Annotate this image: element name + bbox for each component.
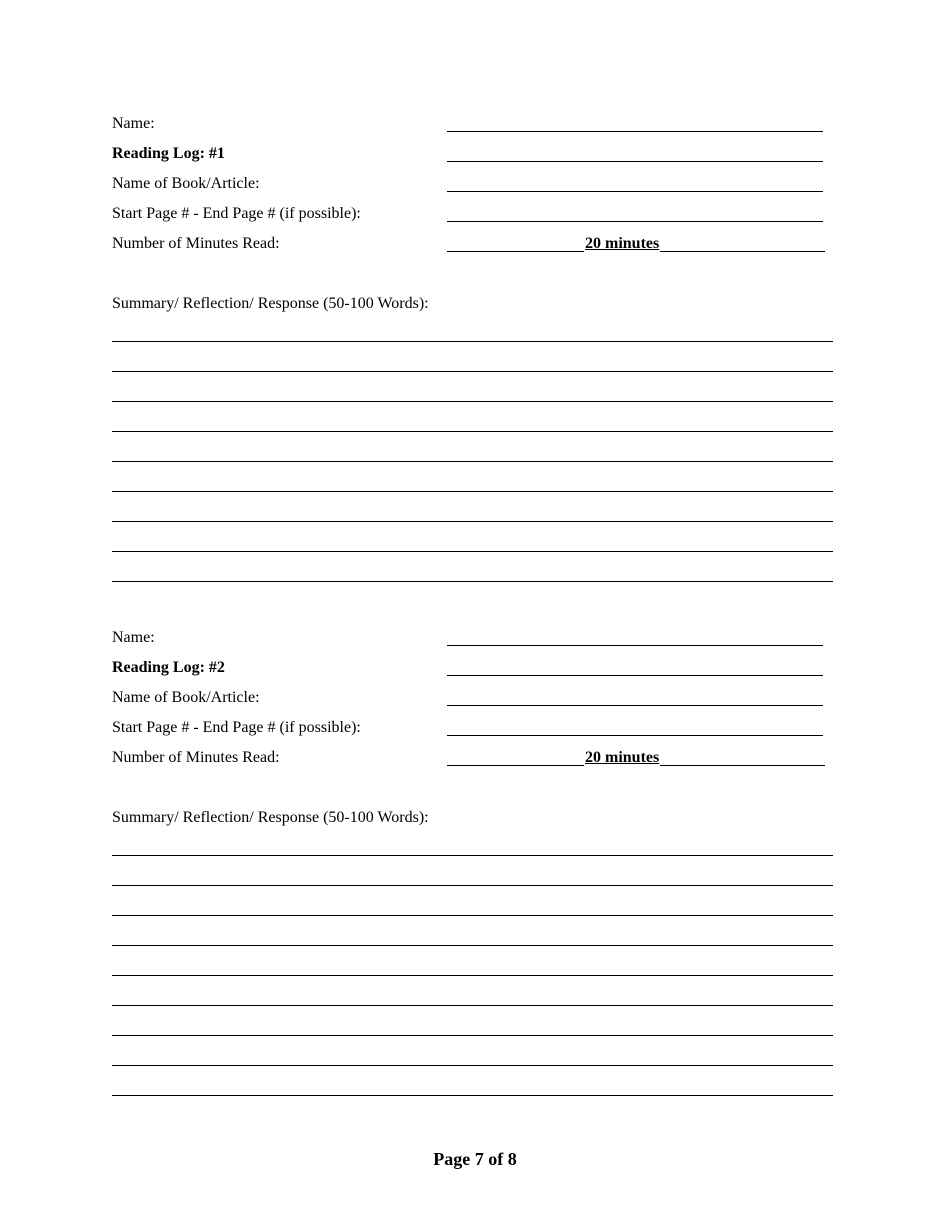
name-label: Name: [112,629,155,646]
summary-writing-area[interactable] [112,855,833,1096]
minutes-label: Number of Minutes Read: [112,749,280,766]
minutes-value: 20 minutes [585,749,660,766]
writing-line[interactable] [112,976,833,1006]
log-title-row [112,142,834,172]
writing-line[interactable] [112,1066,833,1096]
book-row [112,686,834,716]
writing-line[interactable] [112,372,833,402]
pages-blank[interactable] [447,221,823,222]
name-label: Name: [112,115,155,132]
writing-line[interactable] [112,1006,833,1036]
writing-line[interactable] [112,1036,833,1066]
writing-line[interactable] [112,402,833,432]
pages-blank[interactable] [447,735,823,736]
book-row [112,172,834,202]
name-blank[interactable] [447,131,823,132]
book-blank[interactable] [447,705,823,706]
writing-line[interactable] [112,886,833,916]
writing-line[interactable] [112,462,833,492]
reading-log-2 [112,626,834,826]
reading-log-title: Reading Log: #1 [112,145,225,162]
book-label: Name of Book/Article: [112,175,260,192]
reading-log-title: Reading Log: #2 [112,659,225,676]
writing-line[interactable] [112,916,833,946]
book-label: Name of Book/Article: [112,689,260,706]
pages-row [112,202,834,232]
pages-label: Start Page # - End Page # (if possible): [112,205,361,222]
log-title-blank[interactable] [447,675,823,676]
name-row [112,112,834,142]
minutes-row [112,232,834,262]
pages-label: Start Page # - End Page # (if possible): [112,719,361,736]
book-blank[interactable] [447,191,823,192]
summary-label: Summary/ Reflection/ Response (50-100 Words): [112,809,429,826]
minutes-row [112,746,834,776]
writing-line[interactable] [112,522,833,552]
reading-log-1 [112,112,834,312]
minutes-label: Number of Minutes Read: [112,235,280,252]
name-row [112,626,834,656]
page-number: Page 7 of 8 [433,1149,517,1169]
summary-label: Summary/ Reflection/ Response (50-100 Words): [112,295,429,312]
minutes-value: 20 minutes [585,235,660,252]
summary-writing-area[interactable] [112,341,833,582]
writing-line[interactable] [112,432,833,462]
name-blank[interactable] [447,645,823,646]
pages-row [112,716,834,746]
writing-line[interactable] [112,856,833,886]
writing-line[interactable] [112,342,833,372]
log-title-blank[interactable] [447,161,823,162]
log-title-row [112,656,834,686]
writing-line[interactable] [112,492,833,522]
writing-line[interactable] [112,552,833,582]
writing-line[interactable] [112,946,833,976]
